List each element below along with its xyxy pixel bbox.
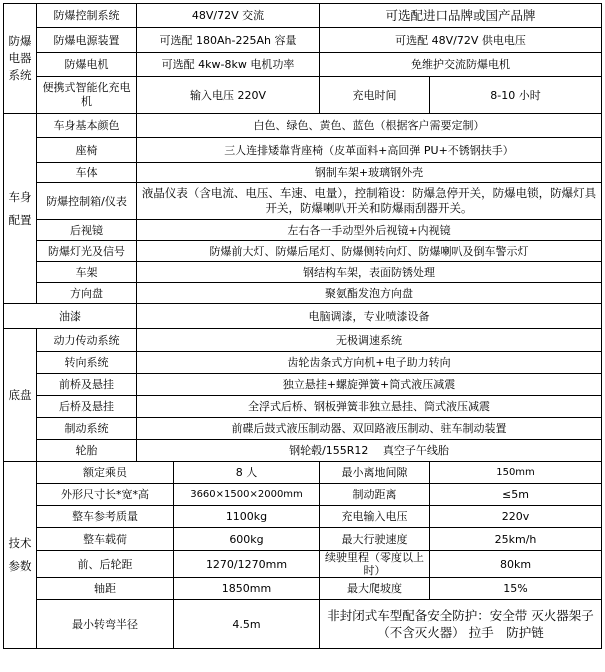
spec-item: 防爆控制系统 xyxy=(37,4,137,28)
spec-value: 8 人 xyxy=(174,462,320,484)
table-row xyxy=(4,374,602,396)
spec-value: 前碟后鼓式液压制动器、双回路液压制动、驻车制动装置 xyxy=(137,418,602,440)
spec-item: 整车参考质量 xyxy=(37,506,174,528)
spec-value: 1270/1270mm xyxy=(174,551,320,578)
spec-item: 整车载荷 xyxy=(37,528,174,551)
vehicle-spec-table xyxy=(3,3,602,649)
spec-item: 座椅 xyxy=(37,138,137,163)
spec-value: 齿轮齿条式方向机+电子助力转向 xyxy=(137,352,602,374)
table-row xyxy=(4,283,602,304)
spec-item: 前、后轮距 xyxy=(37,551,174,578)
spec-item: 轴距 xyxy=(37,578,174,600)
section-label-explosion-proof: 防爆电器系统 xyxy=(4,4,37,114)
spec-item: 后桥及悬挂 xyxy=(37,396,137,418)
spec-value: 8-10 小时 xyxy=(430,77,602,114)
spec-item: 充电输入电压 xyxy=(320,506,430,528)
spec-value: ≤5m xyxy=(430,484,602,506)
spec-item: 车身基本颜色 xyxy=(37,114,137,138)
spec-value: 可选配 4kw-8kw 电机功率 xyxy=(137,53,320,77)
spec-value: 1850mm xyxy=(174,578,320,600)
spec-item: 轮胎 xyxy=(37,440,137,462)
spec-item: 防爆电机 xyxy=(37,53,137,77)
table-row xyxy=(4,600,602,649)
spec-item: 制动距离 xyxy=(320,484,430,506)
spec-value: 三人连排矮靠背座椅（皮革面料+高回弹 PU+不锈钢扶手） xyxy=(137,138,602,163)
spec-item: 续驶里程（零度以上时） xyxy=(320,551,430,578)
spec-item: 方向盘 xyxy=(37,283,137,304)
table-row xyxy=(4,28,602,53)
table-row xyxy=(4,262,602,283)
spec-value: 白色、绿色、黄色、蓝色（根据客户需要定制） xyxy=(137,114,602,138)
table-row xyxy=(4,53,602,77)
spec-item: 最大行驶速度 xyxy=(320,528,430,551)
table-row xyxy=(4,304,602,329)
spec-value: 220v xyxy=(430,506,602,528)
spec-item: 便携式智能化充电机 xyxy=(37,77,137,114)
table-row xyxy=(4,418,602,440)
spec-item: 额定乘员 xyxy=(37,462,174,484)
spec-item: 制动系统 xyxy=(37,418,137,440)
spec-value: 钢制车架+玻璃钢外壳 xyxy=(137,163,602,183)
table-row xyxy=(4,352,602,374)
spec-value: 150mm xyxy=(430,462,602,484)
spec-item: 转向系统 xyxy=(37,352,137,374)
spec-value: 48V/72V 交流 xyxy=(137,4,320,28)
table-row xyxy=(4,138,602,163)
spec-value: 1100kg xyxy=(174,506,320,528)
spec-value: 可选配 48V/72V 供电电压 xyxy=(320,28,602,53)
table-row xyxy=(4,114,602,138)
spec-item: 防爆电源装置 xyxy=(37,28,137,53)
spec-value: 免维护交流防爆电机 xyxy=(320,53,602,77)
spec-value: 80km xyxy=(430,551,602,578)
section-label-chassis: 底盘 xyxy=(4,329,37,462)
spec-value: 左右各一手动型外后视镜+内视镜 xyxy=(137,220,602,241)
table-row xyxy=(4,551,602,578)
spec-value: 防爆前大灯、防爆后尾灯、防爆侧转向灯、防爆喇叭及倒车警示灯 xyxy=(137,241,602,262)
spec-value: 全浮式后桥、钢板弹簧非独立悬挂、筒式液压减震 xyxy=(137,396,602,418)
spec-item: 动力传动系统 xyxy=(37,329,137,352)
table-row xyxy=(4,484,602,506)
table-row xyxy=(4,462,602,484)
table-row xyxy=(4,163,602,183)
table-row xyxy=(4,329,602,352)
spec-item: 车架 xyxy=(37,262,137,283)
spec-item: 最大爬坡度 xyxy=(320,578,430,600)
spec-item: 车体 xyxy=(37,163,137,183)
table-row xyxy=(4,220,602,241)
spec-item: 防爆灯光及信号 xyxy=(37,241,137,262)
table-row xyxy=(4,440,602,462)
spec-item: 外形尺寸长*宽*高 xyxy=(37,484,174,506)
spec-value: 无极调速系统 xyxy=(137,329,602,352)
spec-value: 可选配进口品牌或国产品牌 xyxy=(320,4,602,28)
spec-value: 输入电压 220V xyxy=(137,77,320,114)
section-label-tech: 技术参数 xyxy=(4,462,37,649)
spec-value: 25km/h xyxy=(430,528,602,551)
spec-value: 独立悬挂+螺旋弹簧+筒式液压减震 xyxy=(137,374,602,396)
spec-value: 钢结构车架，表面防锈处理 xyxy=(137,262,602,283)
table-row xyxy=(4,241,602,262)
spec-item: 前桥及悬挂 xyxy=(37,374,137,396)
spec-item: 最小转弯半径 xyxy=(37,600,174,649)
spec-item: 防爆控制箱/仪表 xyxy=(37,183,137,220)
spec-value: 液晶仪表（含电流、电压、车速、电量），控制箱设：防爆急停开关，防爆电锁，防爆灯具开关，防爆喇叭开关和防爆雨刮器开关。 xyxy=(137,183,602,220)
table-row xyxy=(4,4,602,28)
spec-value: 3660×1500×2000mm xyxy=(174,484,320,506)
spec-value: 15% xyxy=(430,578,602,600)
spec-value: 充电时间 xyxy=(320,77,430,114)
table-row xyxy=(4,528,602,551)
spec-value: 600kg xyxy=(174,528,320,551)
table-row xyxy=(4,183,602,220)
spec-item-paint: 油漆 xyxy=(4,304,137,329)
spec-value: 可选配 180Ah-225Ah 容量 xyxy=(137,28,320,53)
spec-value: 聚氨酯发泡方向盘 xyxy=(137,283,602,304)
spec-item: 后视镜 xyxy=(37,220,137,241)
table-row xyxy=(4,396,602,418)
safety-note: 非封闭式车型配备安全防护：安全带 灭火器架子（不含灭火器） 拉手 防护链 xyxy=(320,600,602,649)
table-row xyxy=(4,77,602,114)
table-row xyxy=(4,506,602,528)
spec-value: 4.5m xyxy=(174,600,320,649)
section-label-body: 车身配置 xyxy=(4,114,37,304)
spec-value: 电脑调漆，专业喷漆设备 xyxy=(137,304,602,329)
table-row xyxy=(4,578,602,600)
spec-value: 钢轮毂/155R12 真空子午线胎 xyxy=(137,440,602,462)
spec-item: 最小离地间隙 xyxy=(320,462,430,484)
